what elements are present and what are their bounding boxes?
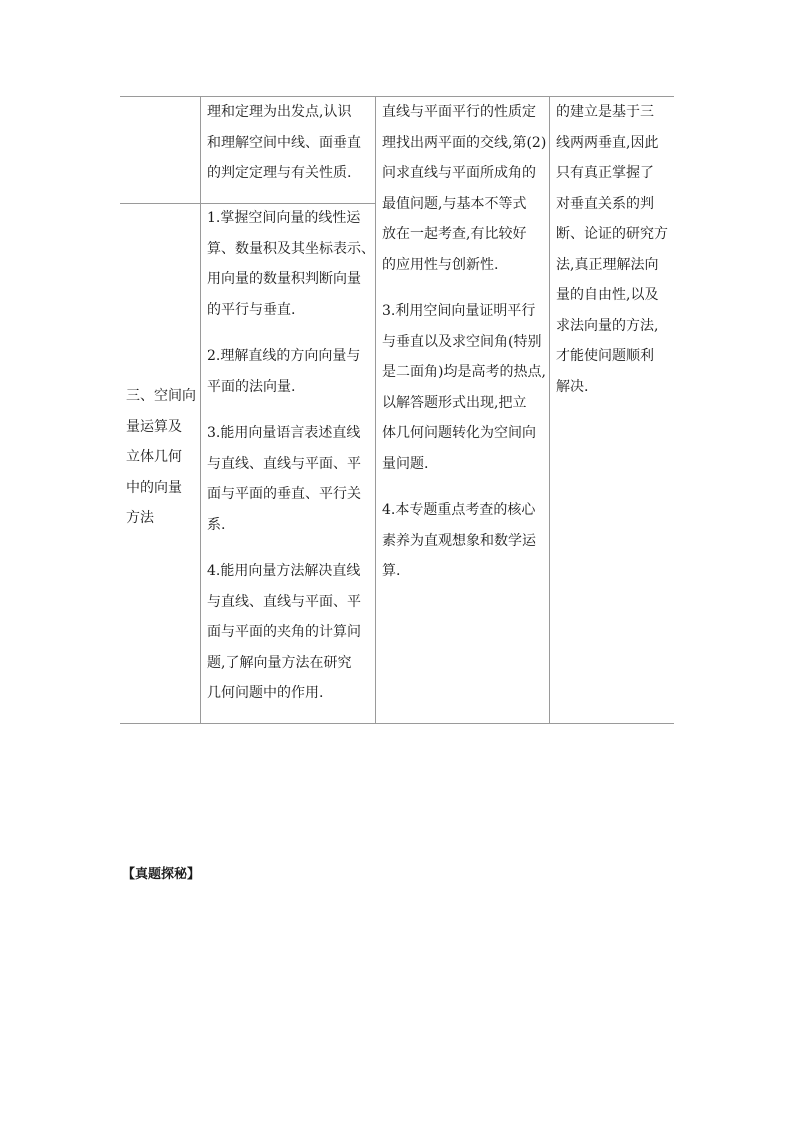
col3-cell <box>382 97 549 587</box>
col2-item: 2.理解直线的方向向量与 平面的法向量. <box>207 348 361 395</box>
col4-cell <box>556 97 674 402</box>
table-column-divider-1 <box>200 96 201 724</box>
col3-item: 4.本专题重点考查的核心 素养为直观想象和数学运 算. <box>382 502 536 579</box>
col2-item: 3.能用向量语言表述直线 与直线、直线与平面、平 面与平面的垂直、平行关 系. <box>207 425 361 533</box>
col3-item: 3.利用空间向量证明平行 与垂直以及求空间角(特别 是二面角)均是高考的热点, 以解答题形式出现,把立 体几何问题转化为空间向 量问题. <box>382 303 546 472</box>
col3-item: 直线与平面平行的性质定 理找出两平面的交线,第(2) 问求直线与平面所成角的 最值问题,与基本不等式 放在一起考查,有比较好 的应用性与创新性. <box>382 104 547 273</box>
section-label: 三、空间向 量运算及 立体几何 中的向量 方法 <box>126 388 196 526</box>
col2-items-cell <box>207 203 375 709</box>
col2-item: 4.能用向量方法解决直线 与直线、直线与平面、平 面与平面的夹角的计算问 题,了解向量方法在研究 几何问题中的作用. <box>207 563 361 701</box>
table-column-divider-2 <box>375 96 376 724</box>
col4-text: 的建立是基于三 线两两垂直,因此 只有真正掌握了 对垂直关系的判 断、论证的研究方 法,真正理解法向 量的自由性,以及 求法向量的方法, 才能使问题顺利 解决. <box>556 104 668 395</box>
section-heading: 【真题探秘】 <box>122 867 201 882</box>
col2-top-cell <box>207 97 375 189</box>
table-column-divider-3 <box>549 96 550 724</box>
col2-top-text: 理和定理为出发点,认识 和理解空间中线、面垂直 的判定定理与有关性质. <box>207 104 361 181</box>
table-bottom-border <box>120 723 674 724</box>
col2-item: 1.掌握空间向量的线性运 算、数量积及其坐标表示、 用向量的数量积判断向量 的平行与垂直. <box>207 210 375 318</box>
